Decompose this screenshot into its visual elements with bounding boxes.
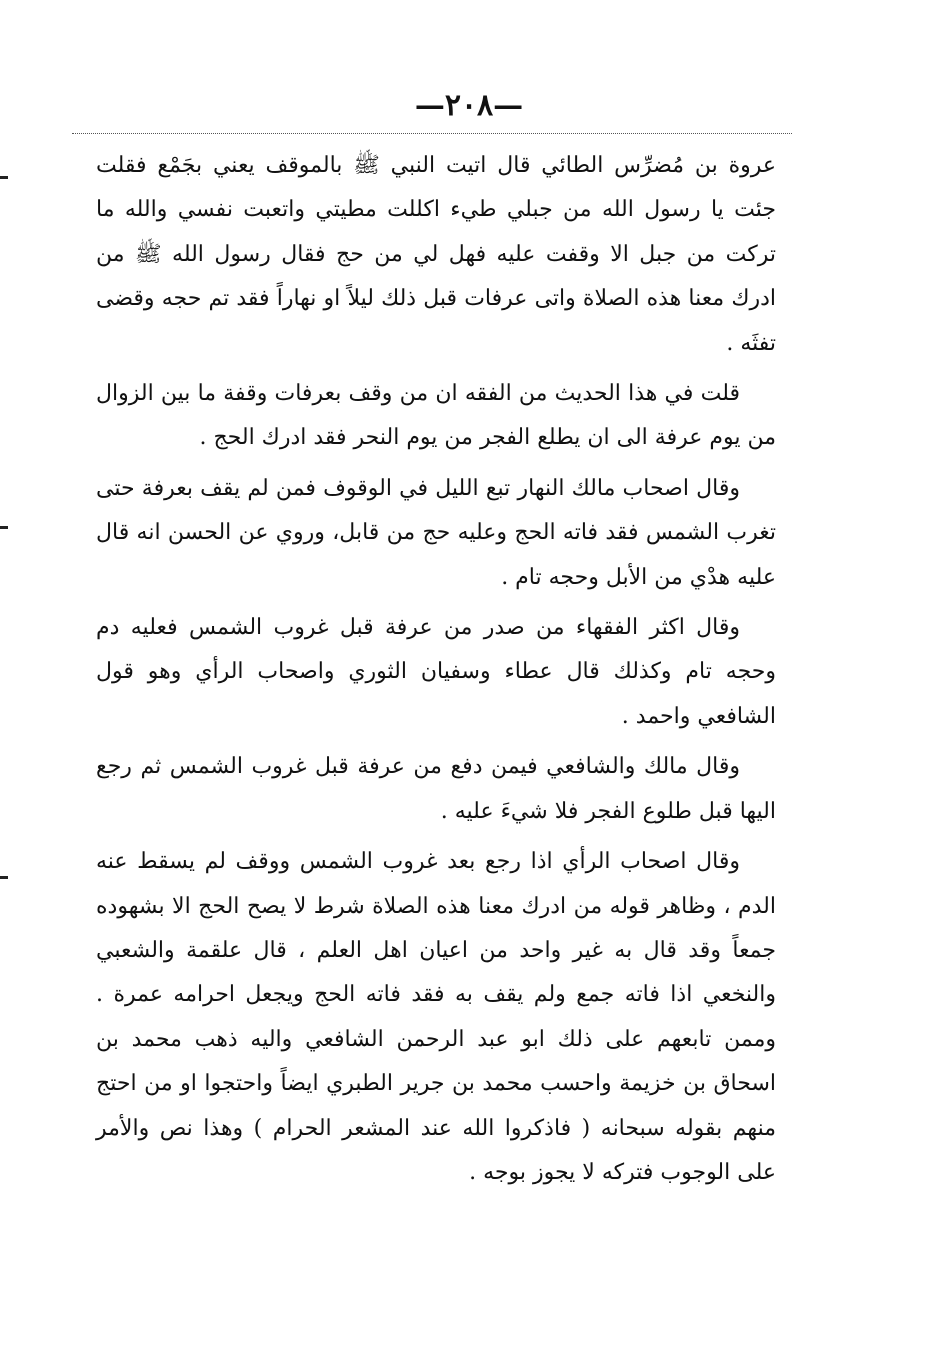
body-text <box>96 144 776 1195</box>
paragraph-commentary: قلت في هذا الحديث من الفقه ان من وقف بعرفات وقفة ما بين الزوال من يوم عرفة الى ان يطلع الفجر من يوم النحر فقد ادرك الحج . <box>96 381 776 451</box>
header-divider <box>72 133 792 134</box>
margin-mark <box>0 176 8 179</box>
margin-mark <box>0 876 8 879</box>
margin-mark <box>0 526 8 529</box>
paragraph-malik-shafii: وقال مالك والشافعي فيمن دفع من عرفة قبل غروب الشمس ثم رجع اليها قبل طلوع الفجر فلا شيءَ عليه . <box>96 754 776 824</box>
paragraph-hadith: عروة بن مُضرِّس الطائي قال اتيت النبي ﷺ بالموقف يعني بجَمْع فقلت جئت يا رسول الله من جبلي طيء اكللت مطيتي واتعبت نفسي والله ما تركت من جبل الا وقفت عليه فهل لي من حج فقال رسول الله ﷺ من ادرك معنا هذه الصلاة واتى عرفات قبل ذلك ليلاً او نهاراً فقد تم حجه وقضى تفثَه . <box>96 153 776 356</box>
paragraph-people-of-opinion: وقال اصحاب الرأي اذا رجع بعد غروب الشمس ووقف لم يسقط عنه الدم ، وظاهر قوله من ادرك معنا هذه الصلاة شرط لا يصح الحج الا بشهوده جمعاً وقد قال به غير واحد من اعيان اهل العلم ، قال علقمة والشعبي والنخعي اذا فاته جمع ولم يقف به فقد فاته الحج ويجعل احرامه عمرة . وممن تابعهم على ذلك ابو عبد الرحمن الشافعي واليه ذهب محمد بن اسحاق بن خزيمة واحسب محمد بن جرير الطبري ايضاً واحتجوا او من احتج منهم بقوله سبحانه ( فاذكروا الله عند المشعر الحرام ) وهذا نص والأمر على الوجوب فتركه لا يجوز بوجه . <box>96 849 776 1185</box>
paragraph-malik-companions: وقال اصحاب مالك النهار تبع الليل في الوقوف فمن لم يقف بعرفة حتى تغرب الشمس فقد فاته الحج وعليه حج من قابل، وروي عن الحسن انه قال عليه هدْي من الأبل وحجه تام . <box>96 475 776 590</box>
page-number: —٢٠٨— <box>414 88 524 123</box>
paragraph-majority-jurists: وقال اكثر الفقهاء من صدر من عرفة قبل غروب الشمس فعليه دم وحجه تام وكذلك قال عطاء وسفيان الثوري واصحاب الرأي وهو قول الشافعي واحمد . <box>96 615 776 729</box>
